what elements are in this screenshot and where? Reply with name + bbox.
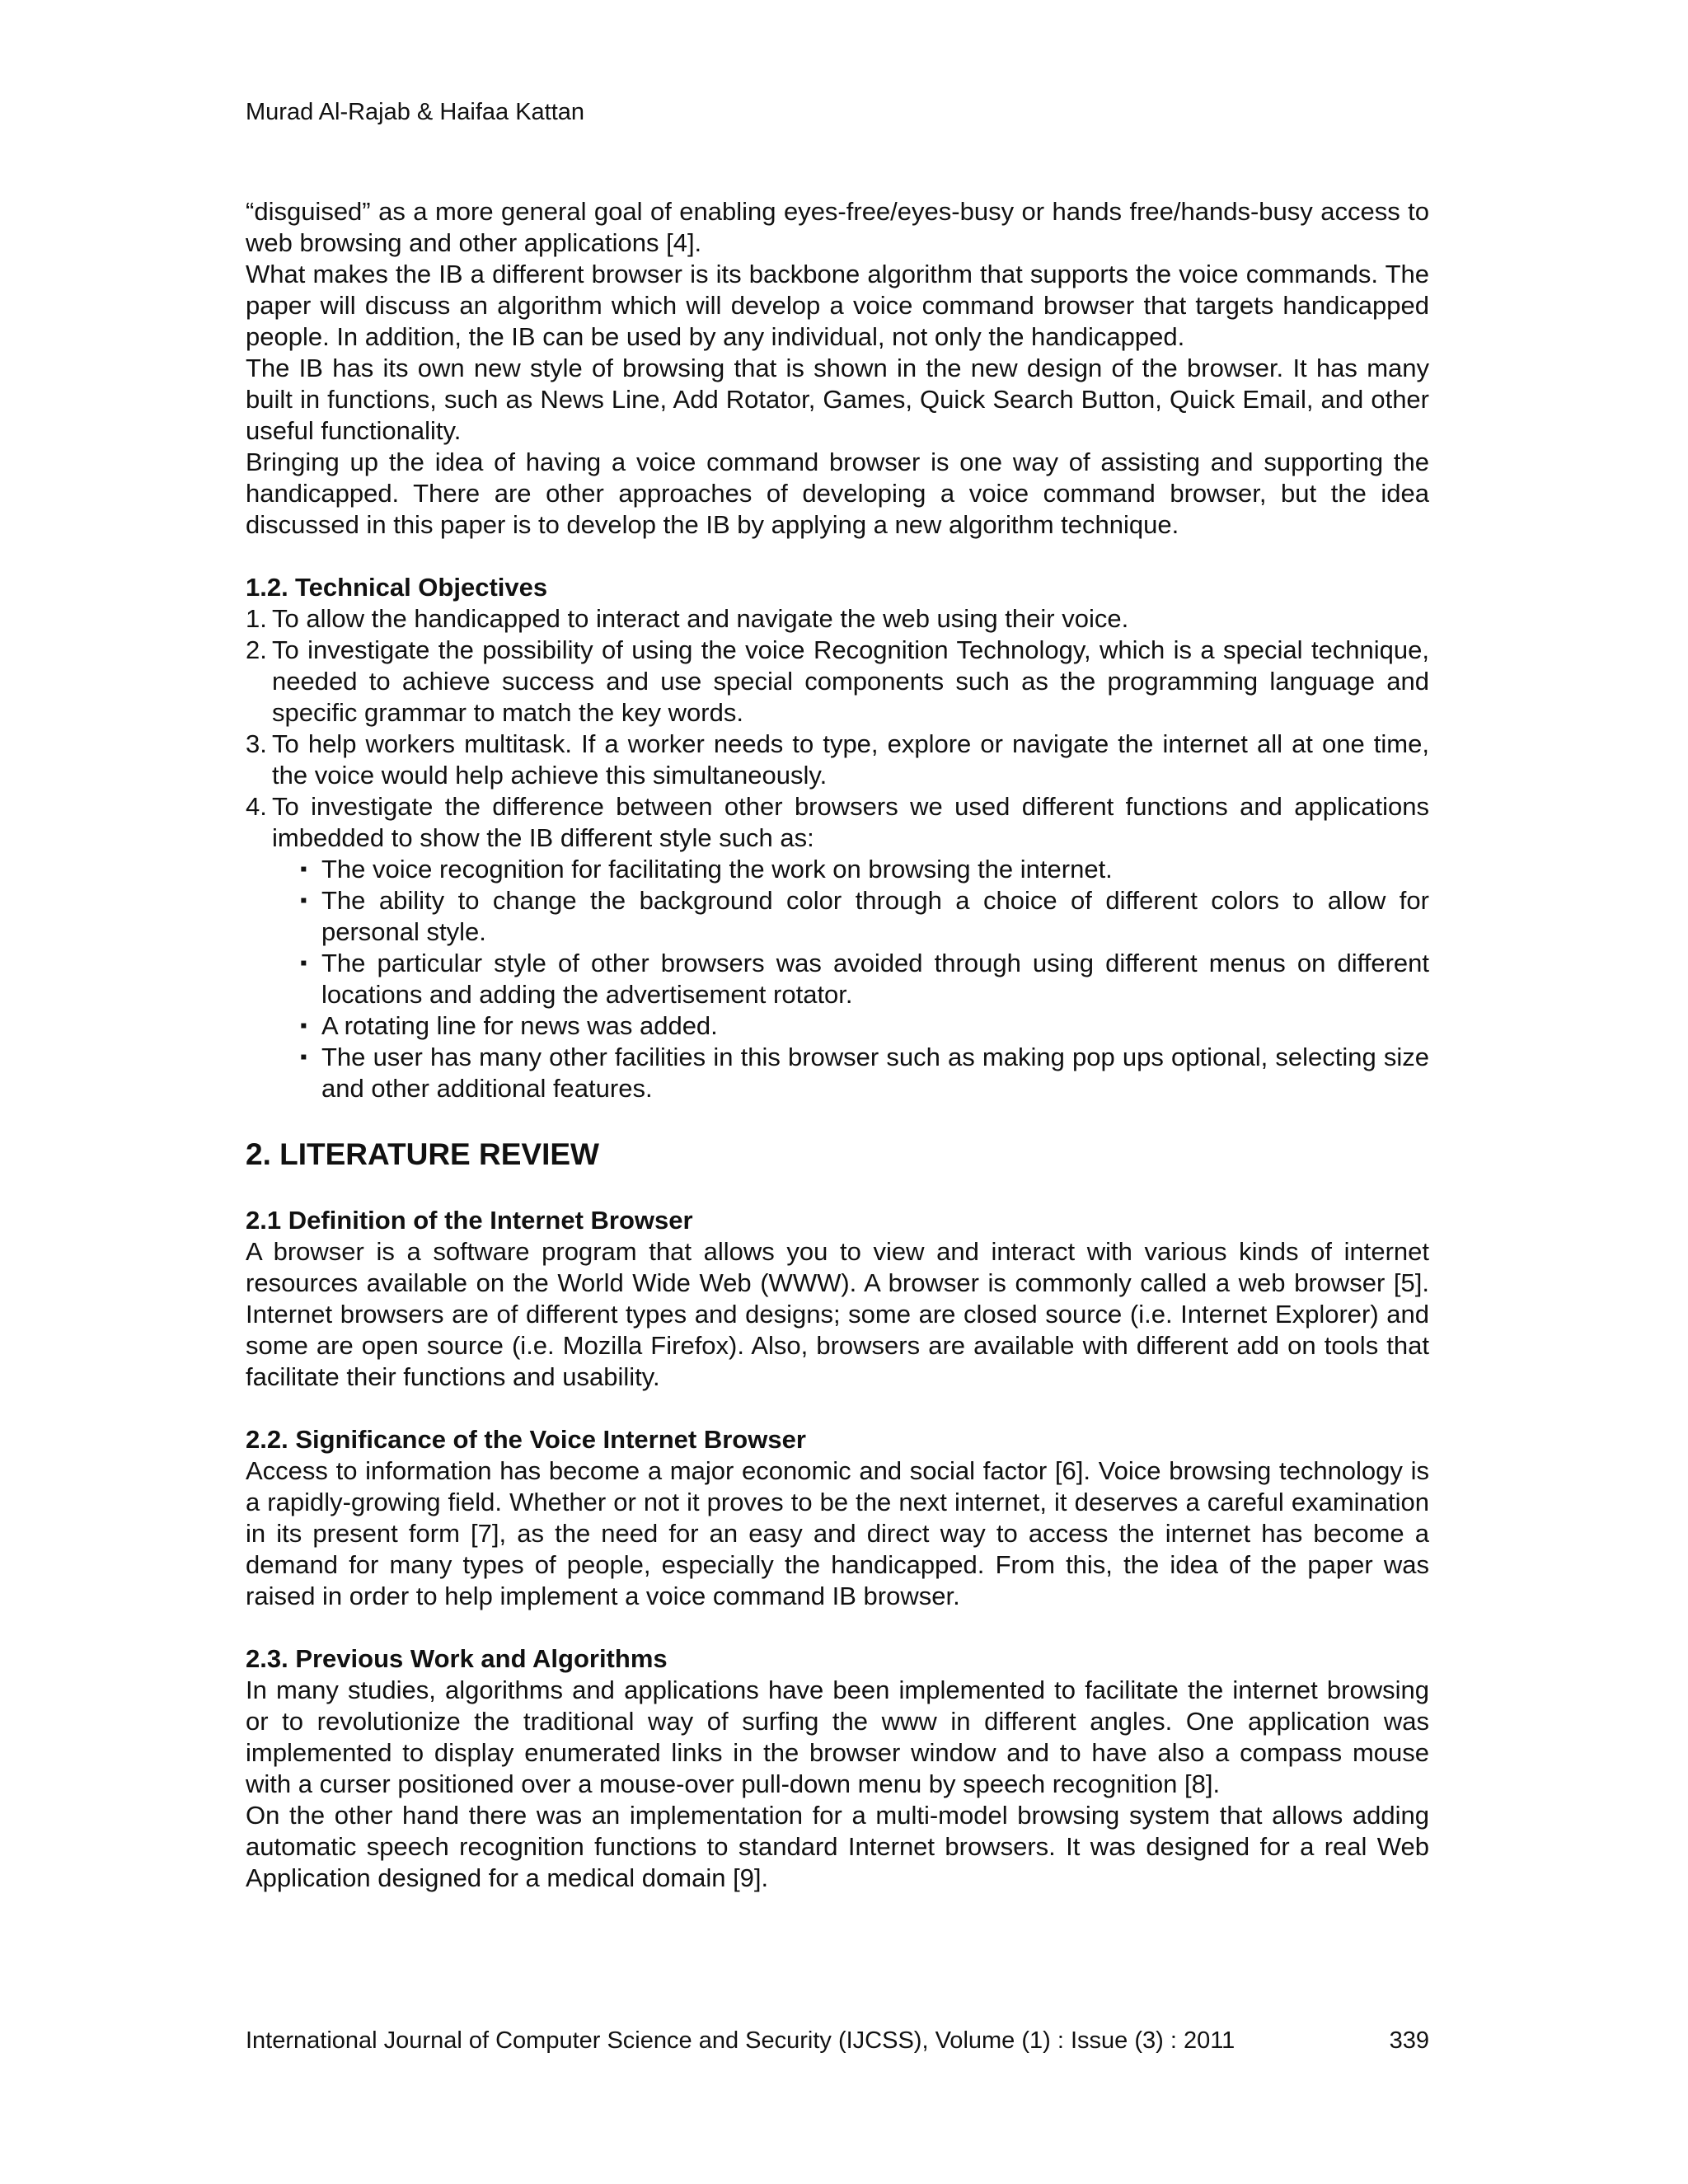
bullet-item: ▪ A rotating line for news was added. <box>272 1010 1429 1042</box>
objective-bullet-list <box>272 854 1429 1104</box>
objective-text: To investigate the possibility of using the voice Recognition Technology, which is a special technique, needed to achieve success and use special components such as the programming language and specific grammar to match the key words. <box>272 635 1429 727</box>
bullet-item: ▪ The ability to change the background color through a choice of different colors to allow for personal style. <box>272 885 1429 948</box>
page-footer <box>246 2026 1429 2055</box>
objective-text: To investigate the difference between other browsers we used different functions and applications imbedded to show the IB different style such as: <box>272 792 1429 852</box>
objective-item <box>234 791 1429 1104</box>
spacer <box>246 1174 1429 1205</box>
bullet-item: ▪ The particular style of other browsers was avoided through using different menus on different locations and adding the advertisement rotator. <box>272 948 1429 1010</box>
objective-item <box>234 603 1429 635</box>
significance-heading: 2.2. Significance of the Voice Internet Browser <box>246 1425 806 1454</box>
objective-number: 2. <box>246 635 267 664</box>
spacer <box>246 1612 1429 1643</box>
objective-number: 1. <box>246 604 267 633</box>
heading-title: Technical Objectives <box>295 573 548 602</box>
objective-item <box>234 635 1429 729</box>
spacer <box>246 541 1429 572</box>
objective-number: 3. <box>246 729 267 758</box>
intro-paragraph-4: Bringing up the idea of having a voice command browser is one way of assisting and supporting the handicapped. There are other approaches of developing a voice command browser, but the idea discussed in this paper is to develop the IB by applying a new algorithm technique. <box>246 448 1429 539</box>
intro-paragraph-3: The IB has its own new style of browsing that is shown in the new design of the browser. It has many built in functions, such as News Line, Add Rotator, Games, Quick Search Button, Quick Email, and other useful functionality. <box>246 354 1429 445</box>
literature-review-heading: 2. LITERATURE REVIEW <box>246 1137 599 1171</box>
intro-paragraph-1: “disguised” as a more general goal of enabling eyes-free/eyes-busy or hands free/hands-busy access to web browsing and other applications [4]. <box>246 197 1429 257</box>
significance-text: Access to information has become a major economic and social factor [6]. Voice browsing technology is a rapidly-growing field. Whether or not it proves to be the next internet, it deserves a careful examination in its present form [7], as the need for an easy and direct way to access the internet has become a demand for many types of people, especially the handicapped. From this, the idea of the paper was raised in order to help implement a voice command IB browser. <box>246 1456 1429 1610</box>
journal-citation: International Journal of Computer Science and Security (IJCSS), Volume (1) : Issue (3) : 2011 <box>246 2027 1236 2054</box>
bullet-item: ▪ The user has many other facilities in this browser such as making pop ups optional, selecting size and other additional features. <box>272 1042 1429 1104</box>
objective-number: 4. <box>246 792 267 821</box>
spacer <box>246 1393 1429 1424</box>
definition-browser-heading: 2.1 Definition of the Internet Browser <box>246 1206 693 1235</box>
heading-number: 1.2. <box>246 573 288 602</box>
spacer <box>246 1104 1429 1136</box>
previous-work-paragraph-2: On the other hand there was an implementation for a multi-model browsing system that allows adding automatic speech recognition functions to standard Internet browsers. It was designed for a real Web Application designed for a medical domain [9]. <box>246 1801 1429 1892</box>
previous-work-paragraph-1: In many studies, algorithms and applications have been implemented to facilitate the internet browsing or to revolutionize the traditional way of surfing the www in different angles. One application was implemented to display enumerated links in the browser window and to have also a compass mouse with a curser positioned over a mouse-over pull-down menu by speech recognition [8]. <box>246 1675 1429 1798</box>
bullet-item: ▪ The voice recognition for facilitating the work on browsing the internet. <box>272 854 1429 885</box>
page-number: 339 <box>1389 2027 1429 2054</box>
objective-text: To allow the handicapped to interact and navigate the web using their voice. <box>272 604 1129 633</box>
intro-paragraph-2: What makes the IB a different browser is its backbone algorithm that supports the voice commands. The paper will discuss an algorithm which will develop a voice command browser that targets handicapped people. In addition, the IB can be used by any individual, not only the handicapped. <box>246 260 1429 351</box>
objective-item <box>234 729 1429 791</box>
objective-text: To help workers multitask. If a worker needs to type, explore or navigate the internet all at one time, the voice would help achieve this simultaneously. <box>272 729 1429 790</box>
running-head-authors: Murad Al-Rajab & Haifaa Kattan <box>246 99 585 125</box>
previous-work-heading: 2.3. Previous Work and Algorithms <box>246 1644 668 1673</box>
objectives-list <box>246 603 1429 1104</box>
definition-browser-text: A browser is a software program that allows you to view and interact with various kinds of internet resources available on the World Wide Web (WWW). A browser is commonly called a web browser [5]. Internet browsers are of different types and designs; some are closed source (i.e. Internet Explorer) and some are open source (i.e. Mozilla Firefox). Also, browsers are available with different add on tools that facilitate their functions and usability. <box>246 1237 1429 1391</box>
technical-objectives-heading <box>246 572 1429 603</box>
page-body <box>246 196 1429 1894</box>
